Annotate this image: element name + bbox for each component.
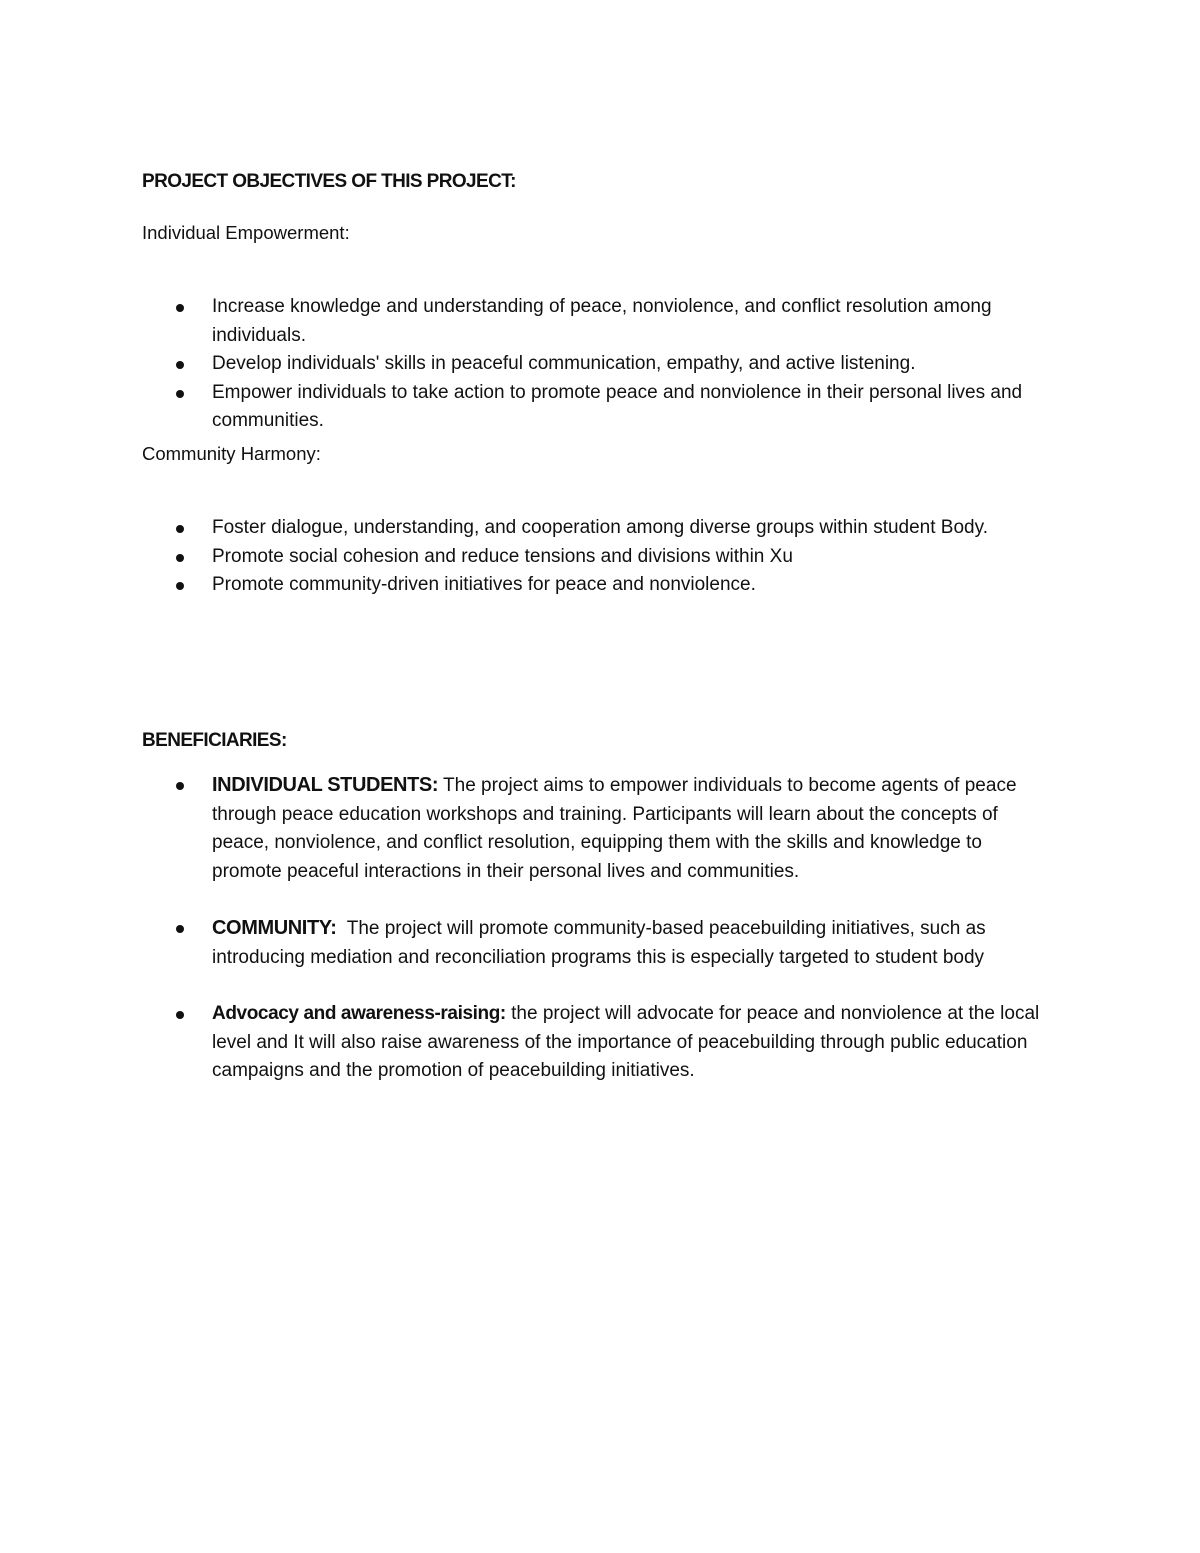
- list-item: [142, 379, 1042, 436]
- list-item-text: Foster dialogue, understanding, and cooperation among diverse groups within student Body.: [212, 517, 988, 538]
- list-item-text: Develop individuals' skills in peaceful communication, empathy, and active listening.: [212, 353, 916, 374]
- list-item: [142, 543, 1042, 572]
- list-item: [142, 514, 1042, 543]
- beneficiaries-list: [142, 771, 1042, 1086]
- bullet-icon: [176, 525, 184, 533]
- bullet-icon: [176, 390, 184, 398]
- community-harmony-heading: Community Harmony:: [142, 442, 321, 464]
- list-item: [142, 914, 1042, 972]
- objectives-heading: PROJECT OBJECTIVES OF THIS PROJECT:: [142, 171, 516, 192]
- list-item-text: Increase knowledge and understanding of peace, nonviolence, and conflict resolution among individuals.: [212, 296, 992, 346]
- bullet-icon: [176, 361, 184, 369]
- bullet-icon: [176, 304, 184, 312]
- beneficiary-text: The project aims to empower individuals to become agents of peace through peace education workshops and training. Participants will learn about the concepts of peace, nonviolence, and conflict resolution, equipping them with the skills and knowledge to promote peaceful interactions in their personal lives and communities.: [212, 775, 1017, 882]
- individual-empowerment-list: [142, 293, 1042, 436]
- bullet-icon: [176, 554, 184, 562]
- bullet-icon: [176, 925, 184, 933]
- beneficiary-lead: COMMUNITY:: [212, 917, 337, 939]
- bullet-icon: [176, 582, 184, 590]
- individual-empowerment-heading: Individual Empowerment:: [142, 221, 350, 243]
- beneficiary-lead: INDIVIDUAL STUDENTS:: [212, 774, 439, 796]
- list-item: [142, 293, 1042, 350]
- beneficiary-text: The project will promote community-based peacebuilding initiatives, such as introducing mediation and reconciliation programs this is especially targeted to student body: [212, 918, 991, 968]
- list-item-text: Empower individuals to take action to promote peace and nonviolence in their personal lives and communities.: [212, 381, 1023, 431]
- beneficiary-lead: Advocacy and awareness-raising:: [212, 1003, 506, 1024]
- list-item-text: Promote community-driven initiatives for peace and nonviolence.: [212, 574, 756, 595]
- bullet-icon: [176, 782, 184, 790]
- list-item: [142, 571, 1042, 600]
- list-item: [142, 771, 1042, 886]
- beneficiaries-heading: BENEFICIARIES:: [142, 729, 287, 751]
- list-item: [142, 350, 1042, 379]
- community-harmony-list: [142, 514, 1042, 600]
- list-item: [142, 1000, 1042, 1086]
- beneficiary-text: the project will advocate for peace and nonviolence at the local level and It will also raise awareness of the importance of peacebuilding through public education campaigns and the promotion of peacebuilding initiatives.: [212, 1003, 1040, 1081]
- document-body: [142, 168, 1042, 1086]
- list-item-text: Promote social cohesion and reduce tensions and divisions within Xu: [212, 545, 793, 567]
- bullet-icon: [176, 1011, 184, 1019]
